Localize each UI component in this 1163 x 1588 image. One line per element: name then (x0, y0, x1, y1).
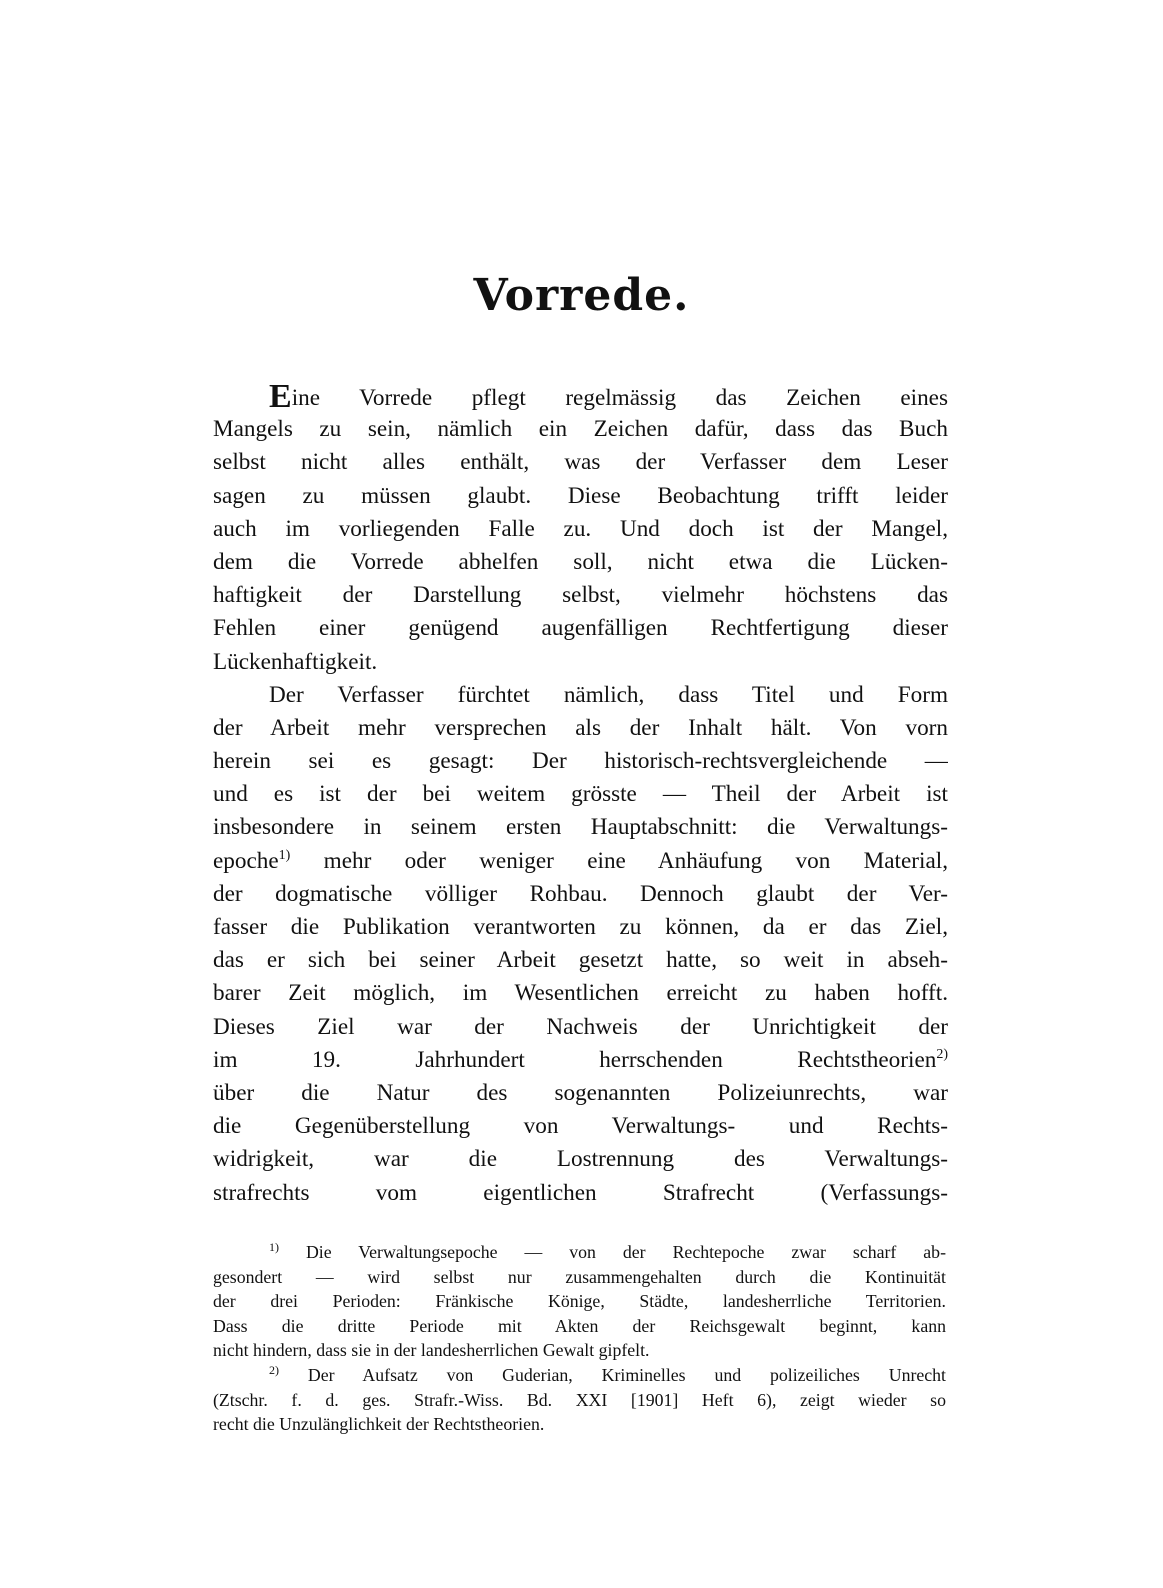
text-line: haftigkeit der Darstellung selbst, vielmehr höchstens das (213, 582, 948, 609)
footnote-1-line-1 (213, 1240, 946, 1265)
text-line-with-footnote-1 (213, 845, 948, 878)
text-line: die Gegenüberstellung von Verwaltungs- und Rechts- (213, 1113, 948, 1140)
text-line: selbst nicht alles enthält, was der Verfasser dem Leser (213, 449, 948, 476)
text-line: widrigkeit, war die Lostrennung des Verwaltungs- (213, 1146, 948, 1173)
text-line: und es ist der bei weitem grösste — Theil der Arbeit ist (213, 781, 948, 808)
dropcap-letter: E (269, 380, 292, 414)
text-line: Fehlen einer genügend augenfälligen Rechtfertigung dieser (213, 615, 948, 642)
text-line: insbesondere in seinem ersten Hauptabschnitt: die Verwaltungs- (213, 814, 948, 841)
footnote-line: nicht hindern, dass sie in der landesherrlichen Gewalt gipfelt. (213, 1340, 650, 1361)
footnote-line: der drei Perioden: Fränkische Könige, Städte, landesherrliche Territorien. (213, 1291, 946, 1312)
text-line: sagen zu müssen glaubt. Diese Beobachtung trifft leider (213, 482, 948, 509)
footnote-line: Dass die dritte Periode mit Akten der Reichsgewalt beginnt, kann (213, 1315, 946, 1336)
text-line: über die Natur des sogenannten Polizeiunrechts, war (213, 1079, 948, 1106)
text-line: das er sich bei seiner Arbeit gesetzt hatte, so weit in abseh- (213, 947, 948, 974)
footnote-line: recht die Unzulänglichkeit der Rechtstheorien. (213, 1414, 545, 1435)
text-line: herein sei es gesagt: Der historisch-rechtsvergleichende — (213, 748, 948, 775)
text-line: Mangels zu sein, nämlich ein Zeichen dafür, dass das Buch (213, 416, 948, 443)
text-segment: mehr oder weniger eine Anhäufung von Material, (290, 847, 948, 874)
footnote-2-line-1 (213, 1363, 946, 1388)
text-line-with-footnote-2 (213, 1044, 948, 1077)
footnote-reference-1: 1) (278, 847, 291, 863)
footnote-reference-2: 2) (936, 1046, 948, 1062)
text-line: der Arbeit mehr versprechen als der Inhalt hält. Von vorn (213, 714, 948, 741)
footnote-text: Der Aufsatz von Guderian, Kriminelles und polizeiliches Unrecht (279, 1364, 946, 1385)
footnote-line: gesondert — wird selbst nur zusammengehalten durch die Kontinuität (213, 1266, 946, 1287)
text-line: Dieses Ziel war der Nachweis der Unrichtigkeit der (213, 1013, 948, 1040)
text-line: barer Zeit möglich, im Wesentlichen erreicht zu haben hofft. (213, 980, 948, 1007)
paragraph-2-line-1: Der Verfasser fürchtet nämlich, dass Titel und Form (269, 681, 948, 708)
text-line: strafrechts vom eigentlichen Strafrecht (Verfassungs- (213, 1179, 948, 1206)
preface-body (213, 380, 948, 1210)
paragraph-1-first-line-text: ine Vorrede pflegt regelmässig das Zeichen eines (291, 385, 948, 411)
page-title: Vorrede. (473, 270, 690, 321)
text-line: dem die Vorrede abhelfen soll, nicht etwa die Lücken- (213, 548, 948, 575)
footnote-1-mark: 1) (269, 1240, 279, 1254)
paragraph-1-line-1 (213, 380, 948, 413)
text-line: der dogmatische völliger Rohbau. Dennoch glaubt der Ver- (213, 880, 948, 907)
footnotes (213, 1240, 946, 1437)
text-line: auch im vorliegenden Falle zu. Und doch ist der Mangel, (213, 515, 948, 542)
footnote-2-mark: 2) (269, 1362, 279, 1377)
text-segment: epoche (213, 847, 279, 874)
text-segment: im 19. Jahrhundert herrschenden Rechtstheorien (213, 1046, 937, 1073)
footnote-line: (Ztschr. f. d. ges. Strafr.-Wiss. Bd. XXI [1901] Heft 6), zeigt wieder so (213, 1389, 946, 1410)
text-line: fasser die Publikation verantworten zu können, da er das Ziel, (213, 914, 948, 940)
footnote-text: Die Verwaltungsepoche — von der Rechtepoche zwar scharf ab- (279, 1242, 946, 1262)
text-line: Lückenhaftigkeit. (213, 648, 378, 675)
